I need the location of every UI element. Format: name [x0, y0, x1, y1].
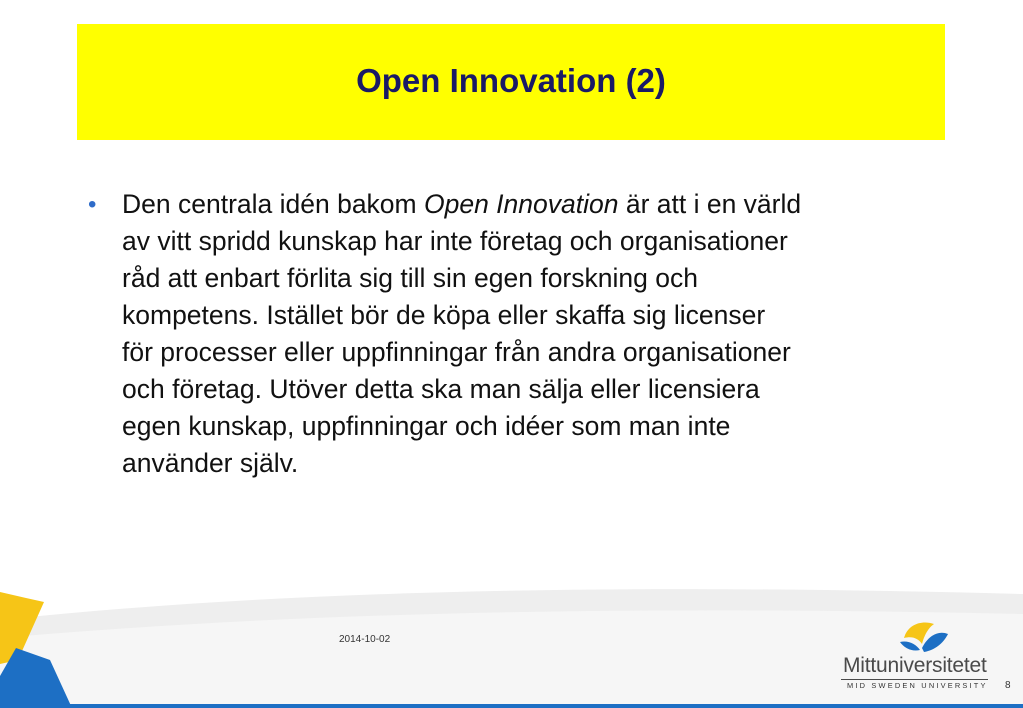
slide-date: 2014-10-02 [339, 634, 391, 645]
body-line-2: av vitt spridd kunskap har inte företag och organisationer [122, 226, 788, 256]
bullet-text [122, 186, 934, 482]
body-line-4: kompetens. Istället bör de köpa eller skaffa sig licenser [122, 300, 766, 330]
bullet-icon: • [88, 191, 97, 218]
body-line-5: för processer eller uppfinningar från andra organisationer [122, 337, 791, 367]
body-line-7: egen kunskap, uppfinningar och idéer som man inte [122, 411, 731, 441]
logo-subtitle: MID SWEDEN UNIVERSITY [847, 681, 988, 690]
body-line-1-end: är att i en värld [618, 189, 802, 219]
body-line-1 [122, 186, 934, 223]
footer-bottom-strip [0, 704, 1023, 708]
open-innovation-emphasis: Open Innovation [423, 189, 619, 219]
bullet-item [88, 186, 938, 482]
body-line-3: råd att enbart förlita sig till sin egen forskning och [122, 263, 698, 293]
body-line-1-start: Den centrala idén bakom [122, 189, 424, 219]
logo-divider [841, 679, 988, 680]
title-banner [77, 24, 945, 140]
body-line-6: och företag. Utöver detta ska man sälja eller licensiera [122, 374, 760, 404]
slide-body [88, 186, 938, 482]
body-line-8: använder själv. [122, 448, 299, 478]
page-number: 8 [1005, 680, 1011, 691]
slide-title: Open Innovation (2) [356, 62, 666, 99]
logo-wordmark: Mittuniversitetet [843, 654, 987, 677]
